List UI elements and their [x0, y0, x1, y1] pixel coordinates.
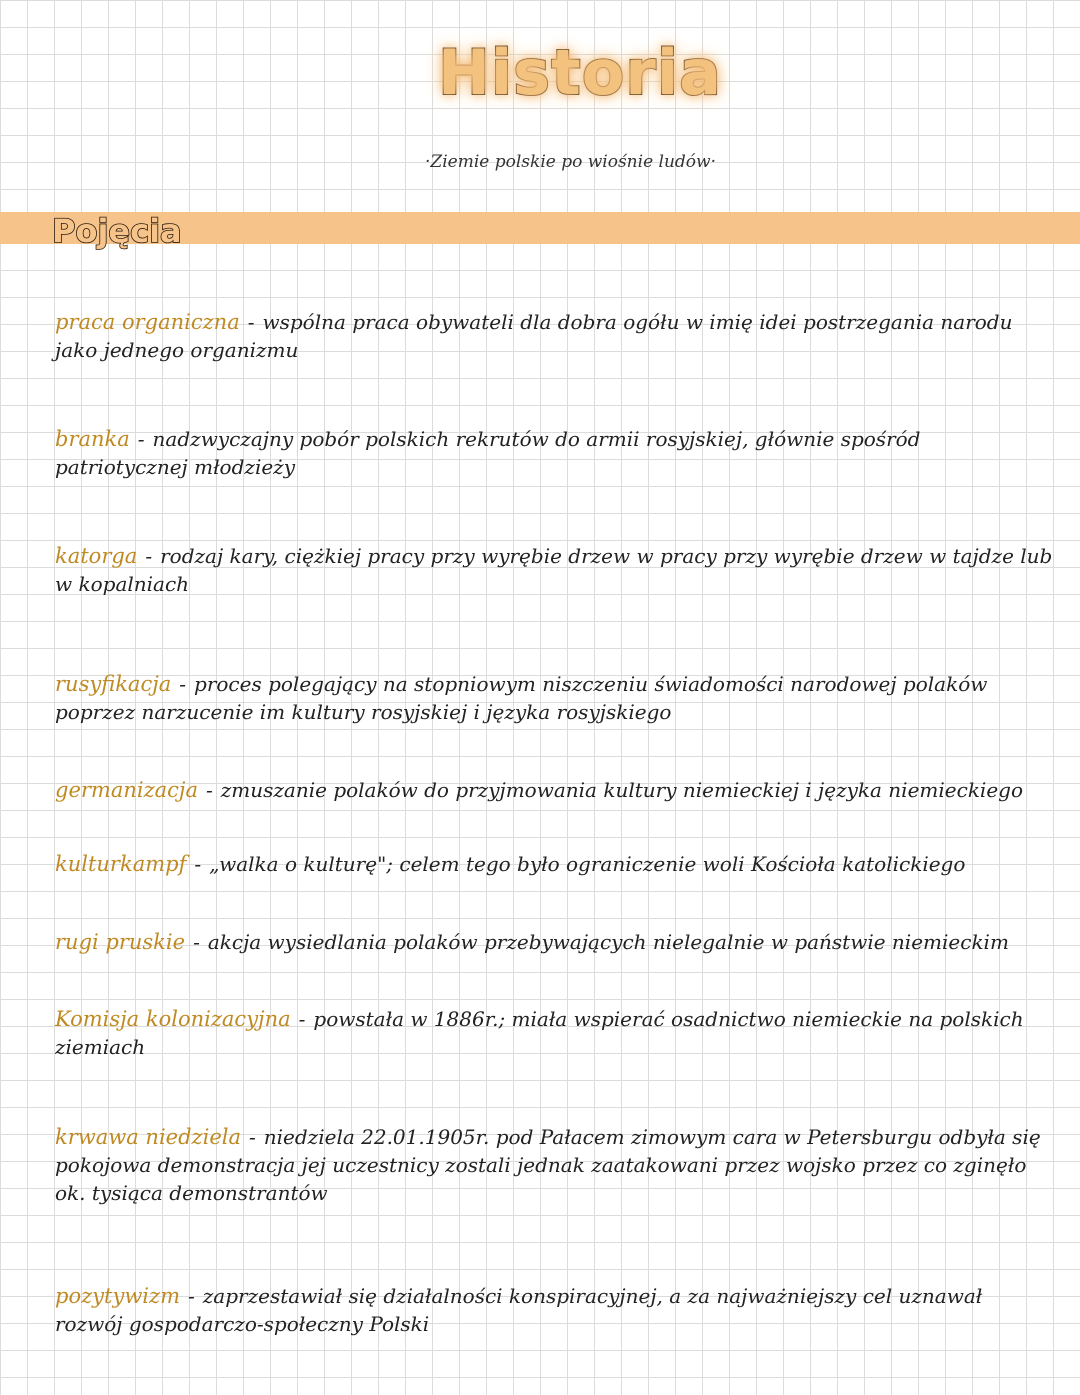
definition-text: proces polegający na stopniowym niszczeniu świadomości narodowej polaków poprzez narzucenie im kultury rosyjskiej i języka rosyjskiego: [55, 672, 988, 724]
definition-text: powstała w 1886r.; miała wspierać osadnictwo niemieckie na polskich ziemiach: [55, 1007, 1024, 1059]
dash-separator: -: [247, 310, 255, 334]
definition-entry: [55, 1123, 1055, 1207]
definition-entry: [55, 542, 1055, 598]
dash-separator: -: [145, 544, 153, 568]
definition-entry: [55, 1282, 1055, 1338]
term-label: rugi pruskie: [55, 930, 186, 954]
term-label: rusyfikacja: [55, 672, 172, 696]
dash-separator: -: [205, 778, 213, 802]
definition-entry: [55, 776, 1055, 804]
dash-separator: -: [249, 1125, 256, 1149]
term-label: germanizacja: [55, 778, 198, 802]
dash-separator: -: [194, 852, 202, 876]
definition-entry: [55, 308, 1055, 364]
page-subtitle: ·Ziemie polskie po wiośnie ludów·: [425, 152, 716, 172]
dash-separator: -: [179, 672, 187, 696]
definition-text: niedziela 22.01.1905r. pod Pałacem zimowym cara w Petersburgu odbyła się pokojowa demonstracja jej uczestnicy zostali jednak zaatakowani przez wojsko przez co zginęło ok. tysiąca demonstrantów: [55, 1125, 1041, 1205]
term-label: krwawa niedziela: [55, 1125, 241, 1149]
page-title: [438, 22, 722, 122]
term-label: kulturkampf: [55, 852, 187, 876]
definition-text: zmuszanie polaków do przyjmowania kultury niemieckiej i języka niemieckiego: [220, 778, 1024, 802]
dash-separator: -: [137, 427, 145, 451]
definition-text: akcja wysiedlania polaków przebywających nielegalnie w państwie niemieckim: [207, 930, 1009, 954]
definition-entry: [55, 850, 1055, 878]
term-label: branka: [55, 427, 130, 451]
dash-separator: -: [298, 1007, 306, 1031]
dash-separator: -: [188, 1284, 195, 1308]
definition-entry: [55, 670, 1055, 726]
definition-text: „walka o kulturę"; celem tego było ograniczenie woli Kościoła katolickiego: [209, 852, 966, 876]
definition-entry: [55, 1005, 1055, 1061]
title-text: Historia: [438, 35, 722, 109]
term-label: katorga: [55, 544, 138, 568]
definition-text: rodzaj kary, ciężkiej pracy przy wyrębie drzew w pracy przy wyrębie drzew w tajdze lub w kopalniach: [55, 544, 1053, 596]
dash-separator: -: [193, 930, 200, 954]
term-label: Komisja kolonizacyjna: [55, 1007, 291, 1031]
definition-text: nadzwyczajny pobór polskich rekrutów do armii rosyjskiej, głównie spośród patriotycznej młodzieży: [55, 427, 921, 479]
definition-entry: [55, 425, 1055, 481]
definition-text: wspólna praca obywateli dla dobra ogółu w imię idei postrzegania narodu jako jednego organizmu: [55, 310, 1013, 362]
section-heading: Pojęcia: [52, 212, 182, 250]
definition-entry: [55, 928, 1055, 956]
term-label: pozytywizm: [55, 1284, 180, 1308]
definition-text: zaprzestawiał się działalności konspiracyjnej, a za najważniejszy cel uznawał rozwój gospodarczo-społeczny Polski: [55, 1284, 983, 1336]
term-label: praca organiczna: [55, 310, 240, 334]
